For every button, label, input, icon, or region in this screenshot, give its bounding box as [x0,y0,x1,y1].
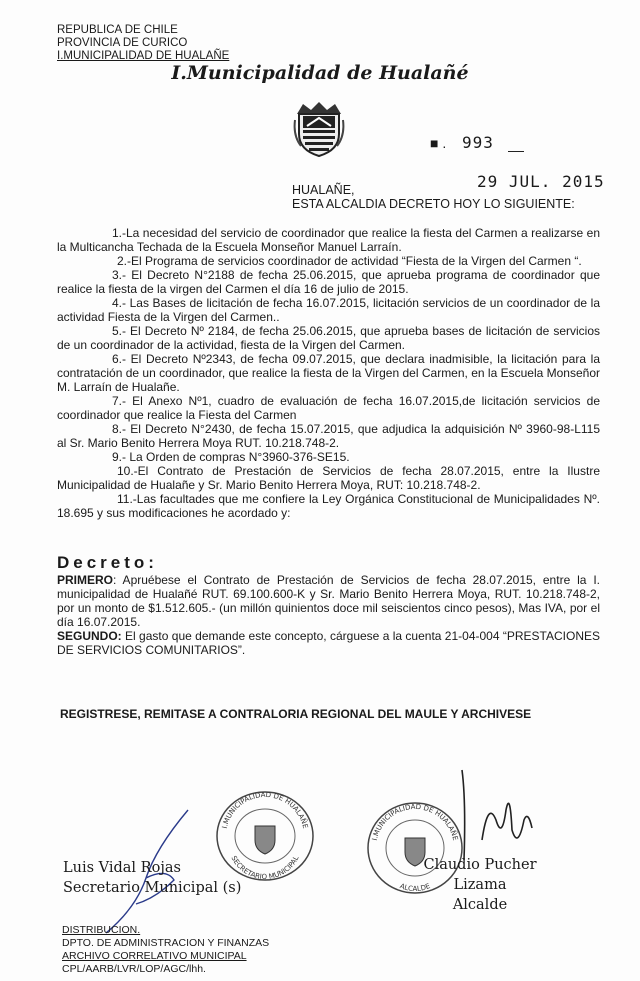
considerando-6: 6.- El Decreto Nº2343, de fecha 09.07.2015, que declara inadmisible, la licitación para la contratación de un coordinador, que realice la fiesta de la Virgen del Carmen, en la Escuela Monseñor M. Larraín de Hualañe. [57,352,600,394]
date-stamp: 29 JUL. 2015 [477,172,605,191]
document-title: I.Municipalidad de Hualañé [171,62,469,84]
considerando-9: 9.- La Orden de compras N°3960-376-SE15. [112,450,350,464]
distribution-line-3: CPL/AARB/LVR/LOP/AGC/lhh. [62,963,206,975]
considerando-8: 8.- El Decreto N°2430, de fecha 15.07.2015, que adjudica la adquisición Nº 3960-98-L115 al Sr. Mario Benito Herrera Moya RUT. 10.218.748-2. [57,422,600,450]
distribution-title: DISTRIBUCION. [62,924,141,936]
signatory-right-role: Alcalde [452,897,508,913]
signature-right-icon [452,760,562,870]
svg-text:I.MUNICIPALIDAD DE HUALAÑE [221,791,309,829]
considerando-2: 2.-El Programa de servicios coordinador de actividad “Fiesta de la Virgen del Carmen “. [117,254,582,268]
distribution [62,924,269,976]
signatory-left-role: Secretario Municipal (s) [63,880,242,896]
signatory-left [63,858,241,898]
distribution-line-2: ARCHIVO CORRELATIVO MUNICIPAL [62,950,247,962]
considerando-4: 4.- Las Bases de licitación de fecha 16.07.2015, licitación servicios de un coordinador de la actividad Fiesta de la Virgen del Carmen.. [57,296,600,324]
considerando-10: 10.-El Contrato de Prestación de Servicios de fecha 28.07.2015, entre la Ilustre Municipalidad de Hualañe y Sr. Mario Benito Herrera Moya, RUT: 10.218.748-2. [57,464,600,492]
preamble: ESTA ALCALDIA DECRETO HOY LO SIGUIENTE: [292,197,575,211]
considerando-7: 7.- El Anexo Nº1, cuadro de evaluación de fecha 16.07.2015,de licitación servicios de coordinador que realice la Fiesta del Carmen [57,394,600,422]
primero-label: PRIMERO [57,573,114,587]
considerandos [57,226,600,520]
decree-number: 993 [462,133,494,152]
decreto-heading: Decreto: [57,553,158,572]
resolution-segundo [57,629,600,657]
segundo-text: El gasto que demande este concepto, cárguese a la cuenta 21-04-004 “PRESTACIONES DE SERVICIOS COMUNITARIOS”. [57,629,600,657]
primero-text: : Apruébese el Contrato de Prestación de Servicios de fecha 28.07.2015, entre la I. municipalidad de Hualañé RUT. 69.100.600-K y Sr. Mario Benito Herrera Moya, RUT. 10.218.748-2, por un monto de $1.512.605.- (un millón quinientos doce mil seiscientos cinco pesos), Mas IVA, por el día 16.07.2015. [57,573,600,629]
decree-number-underline [508,151,524,152]
considerando-11: 11.-Las facultades que me confiere la Ley Orgánica Constitucional de Municipalidades Nº. 18.695 y sus modificaciones he acordado y: [57,492,600,520]
resolution-primero [57,573,600,629]
register-line: REGISTRESE, REMITASE A CONTRALORIA REGIONAL DEL MAULE Y ARCHIVESE [60,707,532,721]
signatory-right-name: Claudio Pucher Lizama [423,857,537,893]
seal-left-bottom: SECRETARIO MUNICIPAL [229,854,301,882]
segundo-label: SEGUNDO: [57,629,122,643]
considerando-1: 1.-La necesidad del servicio de coordinador que realice la fiesta del Carmen a realizarse en la Multicancha Techada de la Escuela Monseñor Manuel Larraín. [57,226,600,254]
header-republic: REPUBLICA DE CHILE [57,24,178,36]
seal-left-top: I.MUNICIPALIDAD DE HUALAÑE [220,790,310,830]
stamp-mark: ■ . [430,135,447,151]
considerando-3: 3.- El Decreto N°2188 de fecha 25.06.2015, que aprueba programa de coordinador que realice la fiesta de la virgen del Carmen el día 16 de julio de 2015. [57,268,600,296]
place: HUALAÑE, [292,183,355,197]
seal-right-bottom: ALCALDE [398,882,432,894]
coat-of-arms-icon [293,100,345,158]
resolutions [57,573,600,657]
header-municipality: I.MUNICIPALIDAD DE HUALAÑE [57,50,230,62]
considerando-5: 5.- El Decreto Nº 2184, de fecha 25.06.2015, que aprueba bases de licitación de servicios de un coordinador de la actividad, fiesta de la Virgen del Carmen. [57,324,600,352]
header-province: PROVINCIA DE CURICO [57,37,188,49]
signatory-left-name: Luis Vidal Rojas [63,860,181,876]
distribution-line-1: DPTO. DE ADMINISTRACION Y FINANZAS [62,937,270,949]
svg-text:I.MUNICIPALIDAD DE HUALAÑE [371,803,459,841]
signatory-right [405,855,555,915]
seal-right-top: I.MUNICIPALIDAD DE HUALAÑE [370,802,460,842]
